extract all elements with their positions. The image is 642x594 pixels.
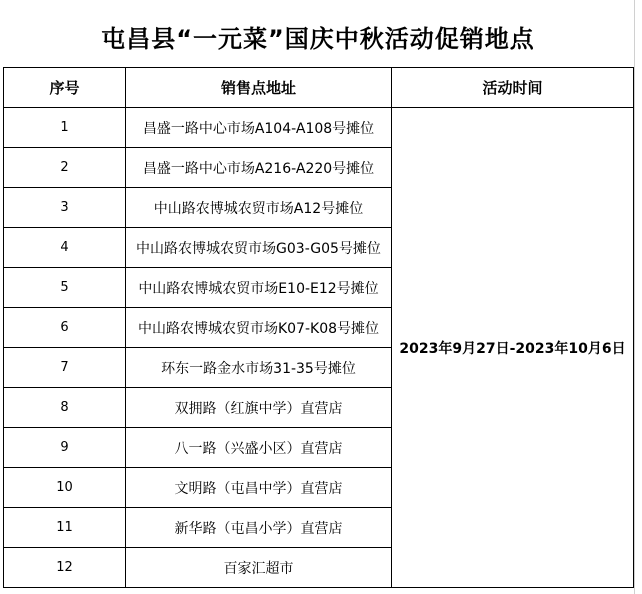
row-index: 2 <box>4 148 126 188</box>
header-index: 序号 <box>4 68 126 108</box>
row-index: 12 <box>4 548 126 588</box>
row-index: 9 <box>4 428 126 468</box>
row-address: 百家汇超市 <box>126 548 392 588</box>
header-row <box>4 68 634 108</box>
row-index: 8 <box>4 388 126 428</box>
row-index: 6 <box>4 308 126 348</box>
locations-table <box>3 67 634 588</box>
row-address: 中山路农博城农贸市场G03-G05号摊位 <box>126 228 392 268</box>
row-address: 八一路（兴盛小区）直营店 <box>126 428 392 468</box>
table-body <box>4 108 634 588</box>
page-title: 屯昌县“一元菜”国庆中秋活动促销地点 <box>101 24 535 53</box>
row-index: 7 <box>4 348 126 388</box>
row-address: 新华路（屯昌小学）直营店 <box>126 508 392 548</box>
row-address: 文明路（屯昌中学）直营店 <box>126 468 392 508</box>
row-address: 中山路农博城农贸市场E10-E12号摊位 <box>126 268 392 308</box>
row-index: 11 <box>4 508 126 548</box>
row-address: 环东一路金水市场31-35号摊位 <box>126 348 392 388</box>
row-index: 5 <box>4 268 126 308</box>
table-row <box>4 108 634 148</box>
activity-time: 2023年9月27日-2023年10月6日 <box>392 108 634 588</box>
grid-line <box>634 0 635 594</box>
header-time: 活动时间 <box>392 68 634 108</box>
row-index: 3 <box>4 188 126 228</box>
row-address: 昌盛一路中心市场A216-A220号摊位 <box>126 148 392 188</box>
header-address: 销售点地址 <box>126 68 392 108</box>
row-address: 昌盛一路中心市场A104-A108号摊位 <box>126 108 392 148</box>
row-index: 1 <box>4 108 126 148</box>
row-address: 双拥路（红旗中学）直营店 <box>126 388 392 428</box>
row-index: 10 <box>4 468 126 508</box>
row-index: 4 <box>4 228 126 268</box>
row-address: 中山路农博城农贸市场A12号摊位 <box>126 188 392 228</box>
row-address: 中山路农博城农贸市场K07-K08号摊位 <box>126 308 392 348</box>
